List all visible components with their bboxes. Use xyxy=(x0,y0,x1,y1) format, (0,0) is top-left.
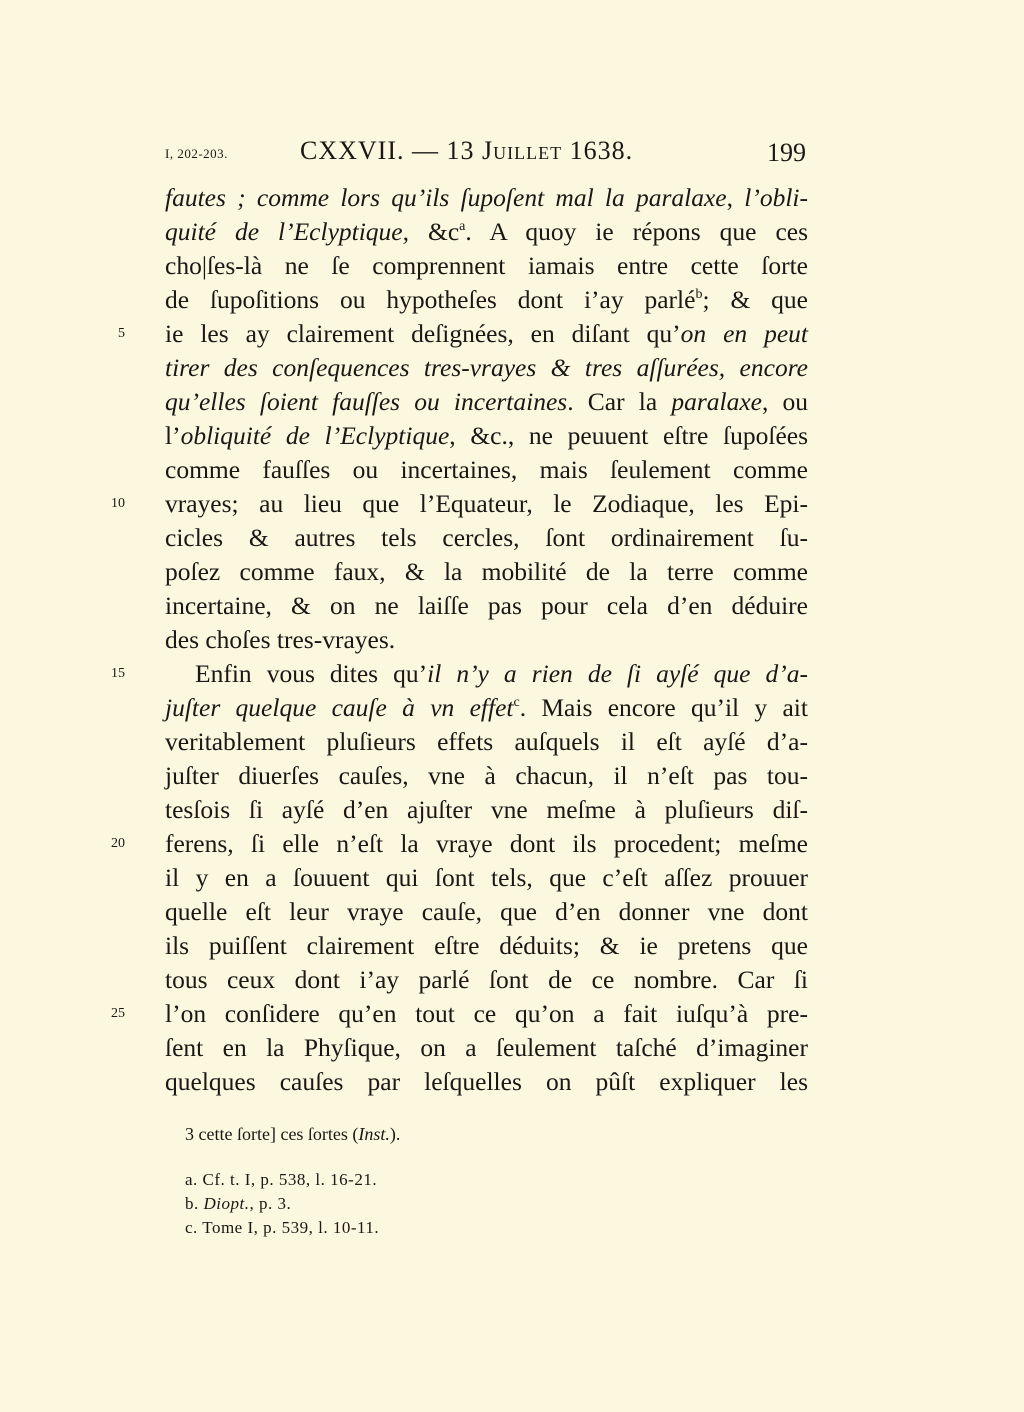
text-span: . Mais encore qu’il y ait xyxy=(519,693,808,722)
footnotes xyxy=(185,1168,379,1240)
text-span: incertaine, & on ne laiſſe pas pour cela d’en déduire xyxy=(165,591,808,620)
text-line xyxy=(165,453,808,487)
text-line xyxy=(165,1065,808,1099)
text-span: il y en a ſouuent qui ſont tels, que c’eſt aſſez prouuer xyxy=(165,863,808,892)
text-span: quelle eſt leur vraye cauſe, que d’en donner vne dont xyxy=(165,897,808,926)
text-span: tesſois ſi ayſé d’en ajuſter vne meſme à pluſieurs diſ- xyxy=(165,795,808,824)
text-line xyxy=(165,895,808,929)
footnote-text: , p. 3. xyxy=(249,1194,292,1213)
text-line xyxy=(165,419,808,453)
italic-span: l’obli- xyxy=(744,183,808,212)
text-span: cho|ſes-là ne ſe comprennent iamais entre cette ſorte xyxy=(165,251,808,280)
text-line xyxy=(165,215,808,249)
footnote-text: Cf. t. I, p. 538, l. 16-21. xyxy=(202,1170,378,1189)
text-span: ie les ay clairement deſignées, en diſant qu’ xyxy=(165,319,681,348)
letter-number: CXXVII. — 13 xyxy=(300,136,475,165)
text-span: l’ xyxy=(165,421,181,450)
text-span: ils puiſſent clairement eſtre déduits; & ie pretens que xyxy=(165,931,808,960)
text-span: poſez comme faux, & la mobilité de la terre comme xyxy=(165,557,808,586)
footnote-marker: b xyxy=(695,287,703,302)
text-span: . A quoy ie répons que ces xyxy=(465,217,809,246)
text-span: ſent en la Phyſique, on a ſeulement taſché d’imaginer xyxy=(165,1033,808,1062)
text-span: Enfin vous dites qu’ xyxy=(195,659,428,688)
italic-span: il n’y a rien de ſi ayſé que d’a- xyxy=(427,659,808,688)
text-line xyxy=(165,521,808,555)
line-number: 10 xyxy=(111,496,125,511)
italic-span: quité de l’Eclyptique, xyxy=(165,217,410,246)
text-span: quelques cauſes par leſquelles on pûſt expliquer les xyxy=(165,1067,808,1096)
text-line xyxy=(165,317,808,351)
italic-span: juſter quelque cauſe à vn effet xyxy=(165,693,514,722)
text-line xyxy=(165,759,808,793)
text-span: &c xyxy=(409,217,460,246)
footnote-marker: a xyxy=(459,219,466,234)
text-span: , &c., ne peuuent eſtre ſupoſées xyxy=(449,421,809,450)
date-month: Juillet xyxy=(482,136,563,165)
text-line xyxy=(165,827,808,861)
text-span: ferens, ſi elle n’eſt la vraye dont ils procedent; meſme xyxy=(165,829,808,858)
italic-span: on en peut xyxy=(680,319,808,348)
footnote-text: Tome I, p. 539, l. 10-11. xyxy=(202,1218,380,1237)
footnote-label: c. xyxy=(185,1218,203,1237)
footnote xyxy=(185,1216,379,1240)
text-span: cicles & autres tels cercles, ſont ordinairement ſu- xyxy=(165,523,808,552)
text-span: . Car la xyxy=(567,387,672,416)
text-line xyxy=(165,249,808,283)
text-span: l’on conſidere qu’en tout ce qu’on a fait iuſqu’à pre- xyxy=(165,999,808,1028)
italic-span: paralaxe xyxy=(671,387,762,416)
running-header xyxy=(0,136,1024,172)
footnote xyxy=(185,1192,379,1216)
text-line xyxy=(165,725,808,759)
italic-span: fautes ; comme lors qu’ils ſupoſent mal la paralaxe xyxy=(165,183,727,212)
text-line xyxy=(165,181,808,215)
footnote-label: a. xyxy=(185,1170,203,1189)
text-line xyxy=(165,691,808,725)
text-span: , ou xyxy=(761,387,808,416)
text-line xyxy=(165,589,808,623)
variant-note-prefix: 3 cette ſorte] ces ſortes ( xyxy=(185,1124,359,1144)
text-line xyxy=(165,657,808,691)
text-line xyxy=(165,351,808,385)
line-number: 15 xyxy=(111,666,125,681)
text-span: vrayes; au lieu que l’Equateur, le Zodiaque, les Epi- xyxy=(165,489,808,518)
text-span: tous ceux dont i’ay parlé ſont de ce nombre. Car ſi xyxy=(165,965,808,994)
text-span: des choſes tres-vrayes. xyxy=(165,625,396,654)
italic-span: tirer des conſequences tres-vrayes & tres aſſurées, encore xyxy=(165,353,808,382)
footnote xyxy=(185,1168,379,1192)
text-line xyxy=(165,487,808,521)
text-line xyxy=(165,963,808,997)
page-number: 199 xyxy=(767,138,806,167)
text-line xyxy=(165,997,808,1031)
line-number: 25 xyxy=(111,1006,125,1021)
text-span: veritablement pluſieurs effets auſquels il eſt ayſé d’a- xyxy=(165,727,808,756)
text-span: , xyxy=(726,183,745,212)
text-line xyxy=(165,623,808,657)
line-number: 5 xyxy=(118,326,125,341)
footnote-work-title: Diopt. xyxy=(203,1194,250,1213)
text-line xyxy=(165,555,808,589)
line-number: 20 xyxy=(111,836,125,851)
text-line xyxy=(165,385,808,419)
text-span: ; & que xyxy=(702,285,808,314)
text-span: juſter diuerſes cauſes, vne à chacun, il n’eſt pas tou- xyxy=(165,761,808,790)
italic-span: qu’elles ſoient fauſſes ou incertaines xyxy=(165,387,568,416)
text-span: comme fauſſes ou incertaines, mais ſeulement comme xyxy=(165,455,808,484)
footnote-label: b. xyxy=(185,1194,204,1213)
date-year: 1638. xyxy=(569,136,634,165)
footnote-marker: c xyxy=(513,695,520,710)
text-span: de ſupoſitions ou hypotheſes dont i’ay parlé xyxy=(165,285,696,314)
italic-span: obliquité de l’Eclyptique xyxy=(180,421,450,450)
variant-note-suffix: ). xyxy=(389,1124,401,1144)
text-line xyxy=(165,929,808,963)
variant-note-source: Inst. xyxy=(358,1124,390,1144)
variant-note xyxy=(185,1124,400,1145)
text-line xyxy=(165,793,808,827)
text-line xyxy=(165,1031,808,1065)
letter-heading xyxy=(300,136,633,166)
volume-reference: I, 202-203. xyxy=(165,146,228,161)
text-line xyxy=(165,861,808,895)
text-line xyxy=(165,283,808,317)
